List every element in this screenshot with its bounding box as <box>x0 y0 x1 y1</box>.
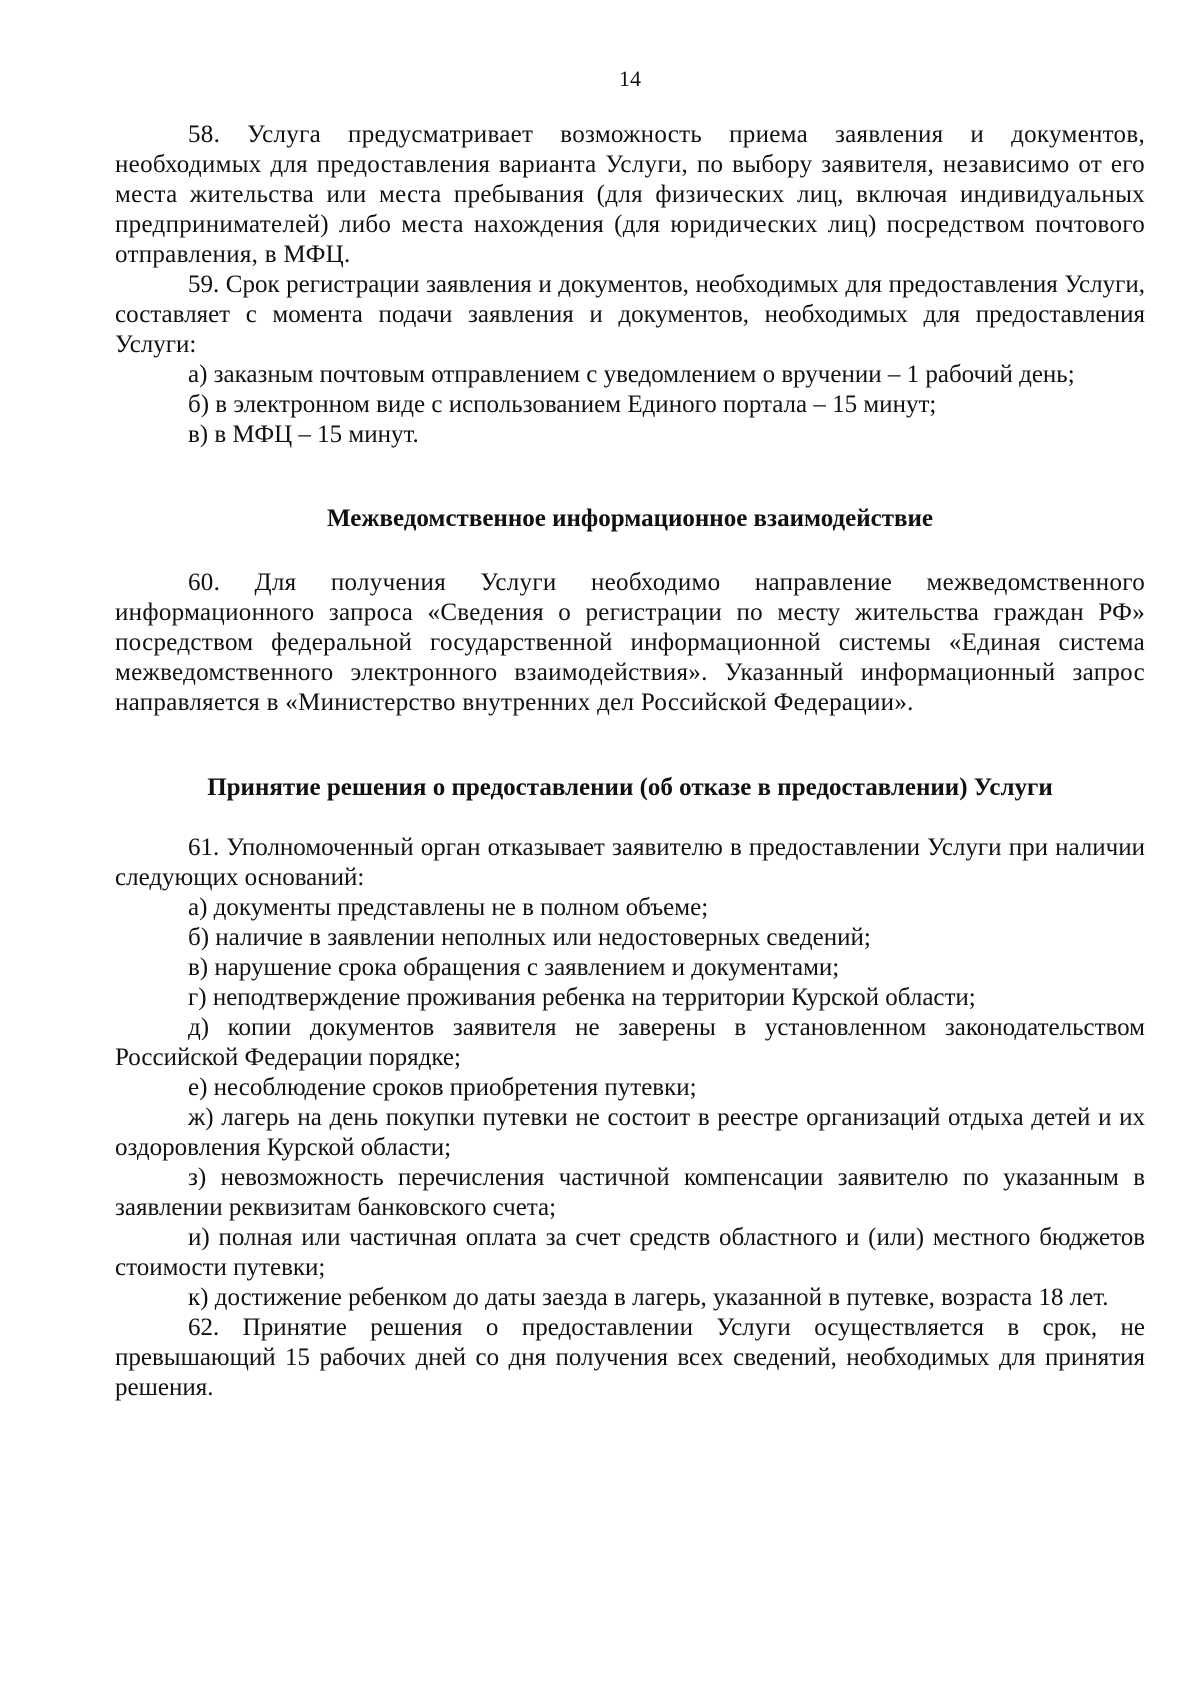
paragraph-61-item-c: в) нарушение срока обращения с заявлением и документами; <box>188 954 840 981</box>
paragraph-61-item-k: к) достижение ребенком до даты заезда в лагерь, указанной в путевке, возраста 18 лет. <box>188 1284 1109 1311</box>
spacer <box>115 534 1145 568</box>
paragraph-59-item-b: б) в электронном виде с использованием Единого портала – 15 минут; <box>188 391 937 418</box>
spacer <box>115 450 1145 504</box>
paragraph-61-item-a: а) документы представлены не в полном объеме; <box>188 894 709 921</box>
section-heading-decision: Принятие решения о предоставлении (об отказе в предоставлении) Услуги <box>207 774 1053 801</box>
spacer <box>115 803 1145 833</box>
paragraph-59-item-c: в) в МФЦ – 15 минут. <box>188 421 419 448</box>
paragraph-61-item-b: б) наличие в заявлении неполных или недостоверных сведений; <box>188 924 871 951</box>
paragraph-61-item-h: з) невозможность перечисления частичной компенсации заявителю по указанным в заявлении реквизитам банковского счета; <box>115 1164 1145 1221</box>
paragraph-60: 60. Для получения Услуги необходимо направление межведомственного информационного запроса «Сведения о регистрации по месту жительства граждан РФ» посредством федеральной государственной информационной системы «Единая система межведомственного электронного взаимодействия». Указанный информационный запрос направляется в «Министерство внутренних дел Российской Федерации». <box>115 569 1145 716</box>
paragraph-59-item-a: а) заказным почтовым отправлением с уведомлением о вручении – 1 рабочий день; <box>188 361 1075 388</box>
document-page <box>115 0 1145 1697</box>
paragraph-61-item-i: и) полная или частичная оплата за счет средств областного и (или) местного бюджетов стоимости путевки; <box>115 1224 1145 1281</box>
document-body <box>115 120 1145 1403</box>
paragraph-61-item-d: г) неподтверждение проживания ребенка на территории Курской области; <box>188 984 976 1011</box>
section-heading-interagency: Межведомственное информационное взаимодействие <box>327 505 933 532</box>
paragraph-61-item-e: д) копии документов заявителя не заверены в установленном законодательством Российской Федерации порядке; <box>115 1014 1145 1071</box>
paragraph-58: 58. Услуга предусматривает возможность приема заявления и документов, необходимых для предоставления варианта Услуги, по выбору заявителя, независимо от его места жительства или места пребывания (для физических лиц, включая индивидуальных предпринимателей) либо места нахождения (для юридических лиц) посредством почтового отправления, в МФЦ. <box>115 121 1145 268</box>
paragraph-61: 61. Уполномоченный орган отказывает заявителю в предоставлении Услуги при наличии следующих оснований: <box>115 834 1145 891</box>
spacer <box>115 718 1145 773</box>
paragraph-61-item-f: е) несоблюдение сроков приобретения путевки; <box>188 1074 697 1101</box>
paragraph-62: 62. Принятие решения о предоставлении Услуги осуществляется в срок, не превышающий 15 рабочих дней со дня получения всех сведений, необходимых для принятия решения. <box>115 1314 1145 1401</box>
paragraph-59: 59. Срок регистрации заявления и документов, необходимых для предоставления Услуги, составляет с момента подачи заявления и документов, необходимых для предоставления Услуги: <box>115 271 1145 358</box>
page-number: 14 <box>619 66 641 91</box>
paragraph-61-item-g: ж) лагерь на день покупки путевки не состоит в реестре организаций отдыха детей и их оздоровления Курской области; <box>115 1104 1145 1161</box>
